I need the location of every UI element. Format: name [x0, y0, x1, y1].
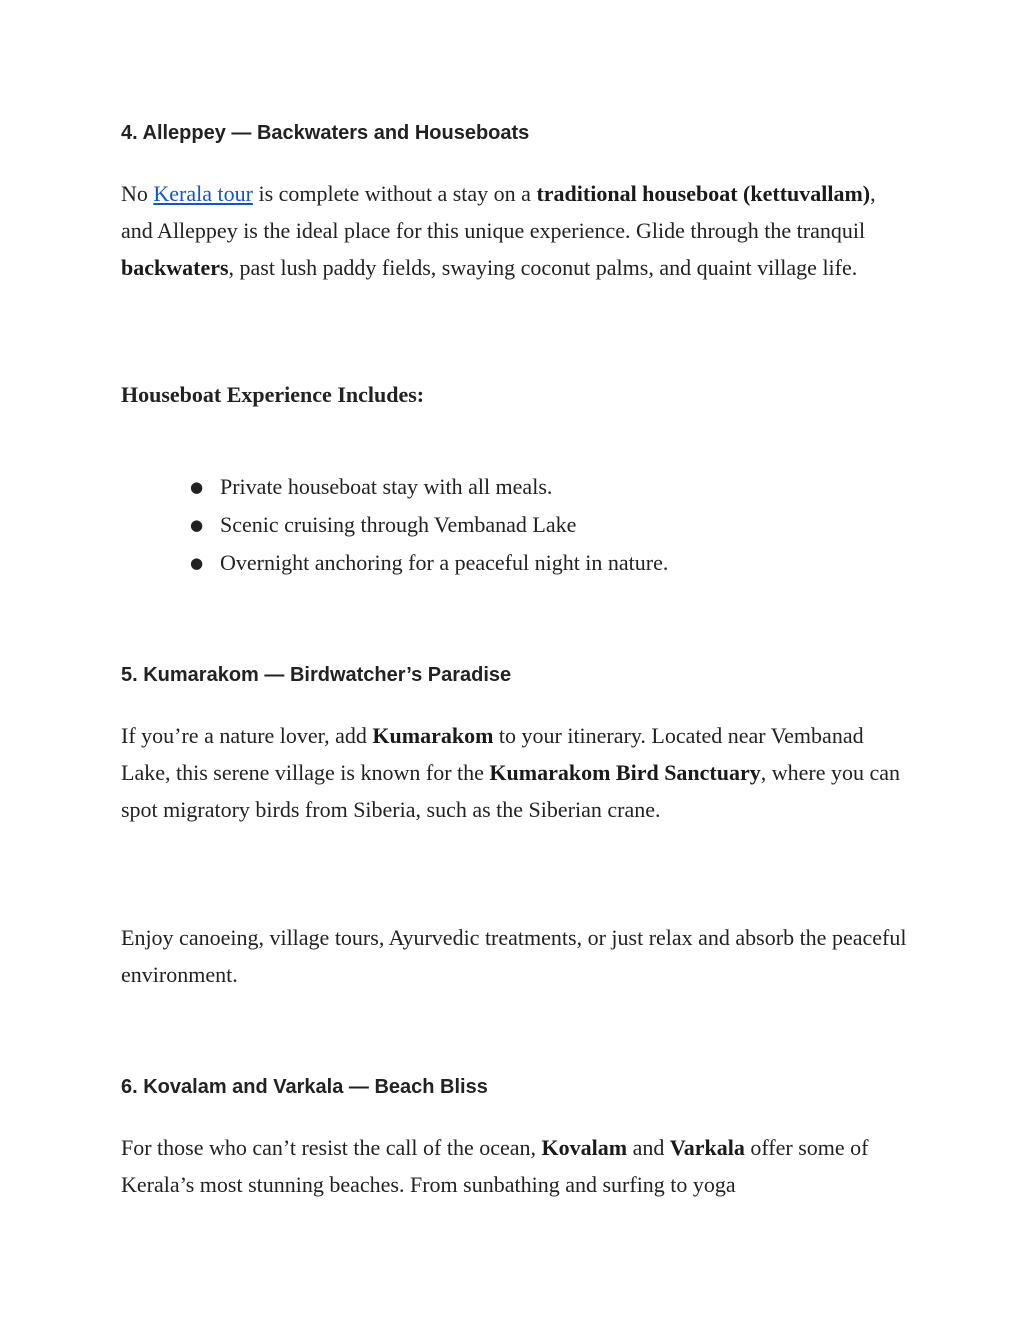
bullet-icon: ●: [190, 516, 204, 534]
text-run: If you’re a nature lover, add: [121, 723, 373, 748]
text-run: No: [121, 181, 154, 206]
section-6-heading: 6. Kovalam and Varkala — Beach Bliss: [121, 1076, 488, 1098]
section-4-heading: 4. Alleppey — Backwaters and Houseboats: [121, 122, 530, 144]
bullet-icon: ●: [190, 554, 204, 572]
section-6-paragraph: [121, 1129, 911, 1203]
houseboat-bullet-list: [0, 468, 668, 582]
section-5-heading: 5. Kumarakom — Birdwatcher’s Paradise: [121, 664, 512, 686]
text-run: and: [627, 1135, 670, 1160]
bullet-icon: ●: [190, 478, 204, 496]
text-run: , past lush paddy fields, swaying coconut palms, and quaint village life.: [228, 255, 858, 280]
kerala-tour-link[interactable]: Kerala tour: [153, 181, 253, 206]
list-item-text: Overnight anchoring for a peaceful night in nature.: [220, 550, 669, 575]
bold-text: Varkala: [669, 1135, 745, 1160]
bold-text: Kumarakom Bird Sanctuary: [489, 760, 761, 785]
list-item: [0, 468, 668, 506]
text-run: is complete without a stay on a: [252, 181, 537, 206]
text-run: , and Alleppey is the ideal place for this unique experience. Glide through the tranquil: [121, 181, 876, 243]
text-run: For those who can’t resist the call of the ocean,: [121, 1135, 542, 1160]
list-item-text: Scenic cruising through Vembanad Lake: [220, 512, 577, 537]
section-5-paragraph-2: Enjoy canoeing, village tours, Ayurvedic treatments, or just relax and absorb the peaceful environment.: [121, 925, 907, 987]
section-5-paragraph-1: [121, 717, 911, 828]
text-run: , where you can spot migratory birds from Siberia, such as the Siberian crane.: [121, 760, 901, 822]
bold-text: Kumarakom: [372, 723, 494, 748]
section-4-paragraph: [121, 175, 911, 286]
list-item: [0, 544, 668, 582]
list-item-text: Private houseboat stay with all meals.: [220, 474, 553, 499]
houseboat-subheading: Houseboat Experience Includes:: [121, 382, 425, 407]
list-item: [0, 506, 668, 544]
bold-text: Kovalam: [541, 1135, 628, 1160]
bold-text: backwaters: [121, 255, 229, 280]
text-run: offer some of Kerala’s most stunning beaches. From sunbathing and surfing to yoga: [121, 1135, 869, 1197]
text-run: to your itinerary. Located near Vembanad Lake, this serene village is known for the: [121, 723, 864, 785]
bold-text: traditional houseboat (kettuvallam): [536, 181, 871, 206]
